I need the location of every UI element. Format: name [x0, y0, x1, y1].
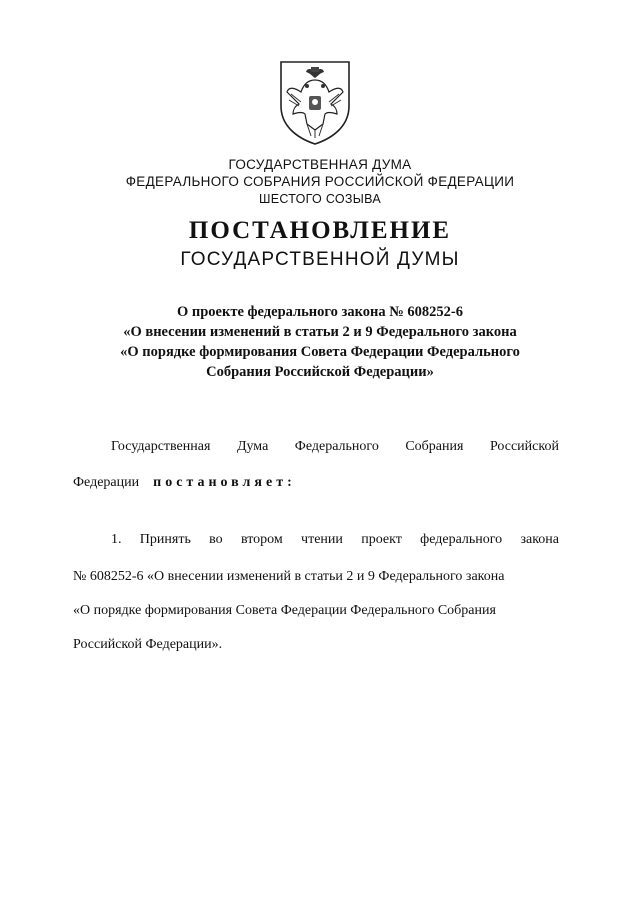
preamble-word: Государственная: [111, 439, 211, 454]
item1-line-2: № 608252-6 «О внесении изменений в статьи 2 и 9 Федерального закона: [73, 569, 505, 584]
item1-word: втором: [240, 532, 283, 547]
item1-line-4: Российской Федерации».: [73, 637, 223, 652]
subject-line-3: «О порядке формирования Совета Федерации Федерального: [120, 344, 520, 360]
preamble-line-2-start: Федерации: [73, 475, 140, 490]
preamble-word: Дума: [236, 439, 269, 454]
item1-line-3: «О порядке формирования Совета Федерации Федерального Собрания: [73, 603, 496, 618]
item1-word: проект: [361, 532, 402, 547]
subject-line-1: О проекте федерального закона № 608252-6: [176, 304, 464, 320]
preamble-word: Собрания: [405, 439, 464, 454]
item1-word: во: [209, 532, 223, 547]
item1-word: федерального: [420, 532, 503, 547]
preamble-line-2: [73, 474, 559, 492]
document-title: ПОСТАНОВЛЕНИЕ: [188, 217, 452, 244]
preamble-word: Российской: [489, 439, 559, 454]
russian-coat-of-arms-icon: [277, 58, 353, 146]
preamble-line-1: [111, 438, 559, 456]
header-line-2: ФЕДЕРАЛЬНОГО СОБРАНИЯ РОССИЙСКОЙ ФЕДЕРАЦИИ: [125, 174, 515, 189]
decree-word: постановляет:: [153, 475, 296, 490]
subject-line-4: Собрания Российской Федерации»: [206, 364, 434, 380]
item1-word: закона: [520, 532, 559, 547]
item1-word: Принять: [139, 532, 191, 547]
document-subtitle: ГОСУДАРСТВЕННОЙ ДУМЫ: [180, 249, 460, 270]
item1-word: 1.: [111, 532, 122, 547]
header-line-1: ГОСУДАРСТВЕННАЯ ДУМА: [228, 157, 412, 172]
header-line-3: ШЕСТОГО СОЗЫВА: [258, 192, 382, 206]
subject-line-2: «О внесении изменений в статьи 2 и 9 Федерального закона: [123, 324, 517, 340]
item1-line-1: [111, 531, 559, 549]
item1-word: чтении: [301, 532, 343, 547]
preamble-word: Федерального: [294, 439, 379, 454]
